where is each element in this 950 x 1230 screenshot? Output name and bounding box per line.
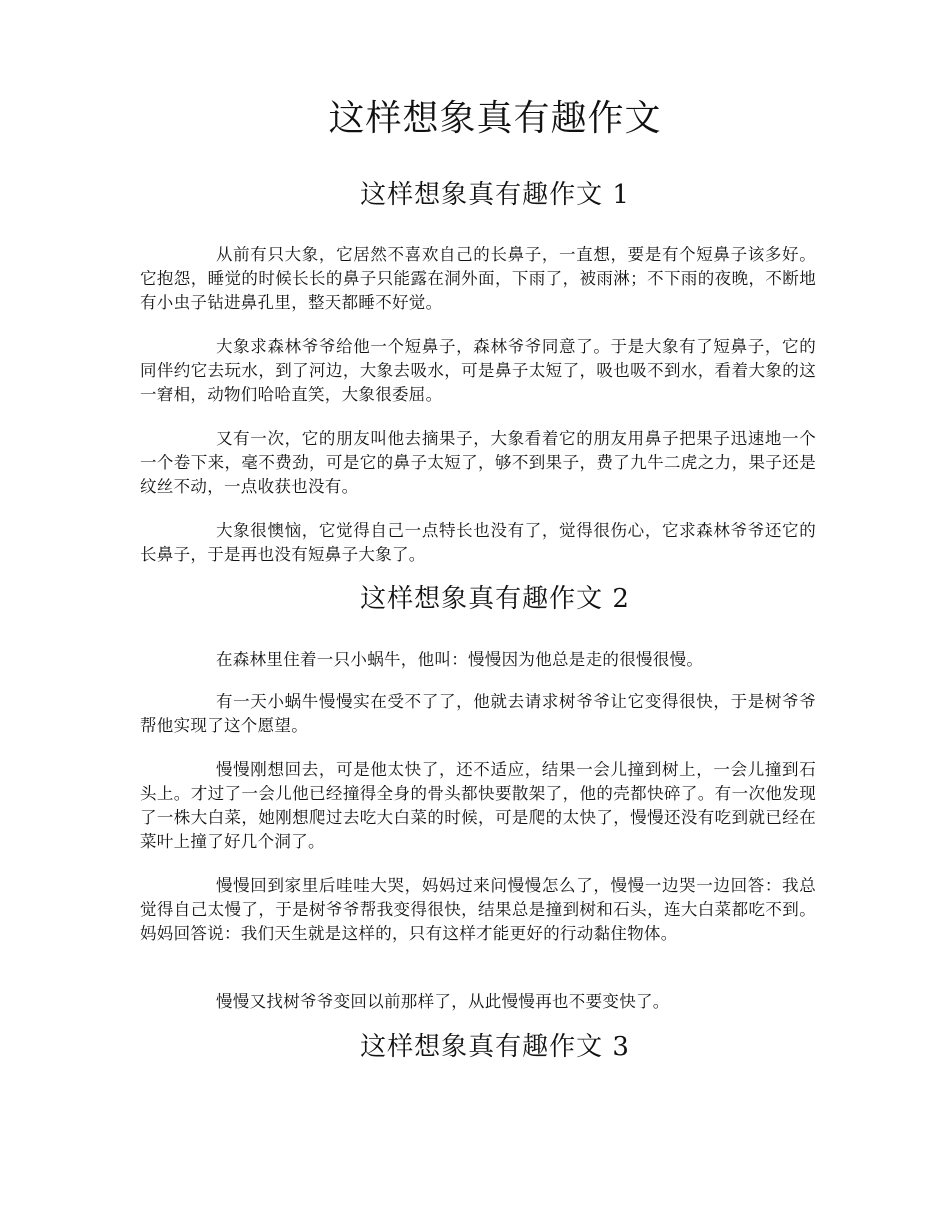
paragraph: 慢慢又找树爷爷变回以前那样了，从此慢慢再也不要变快了。 [216, 992, 670, 1011]
paragraph: 又有一次，它的朋友叫他去摘果子，大象看着它的朋友用鼻子把果子迅速地一个一个卷下来，毫不费劲，可是它的鼻子太短了，够不到果子，费了九牛二虎之力，果子还是纹丝不动，一点收获也没有。 [140, 429, 816, 496]
section-heading-1: 这样想象真有趣作文 1 [360, 180, 630, 210]
section-heading-3: 这样想象真有趣作文 3 [360, 1032, 630, 1062]
paragraph: 慢慢回到家里后哇哇大哭，妈妈过来问慢慢怎么了，慢慢一边哭一边回答：我总觉得自己太慢了，于是树爷爷帮我变得很快，结果总是撞到树和石头，连大白菜都吃不到。妈妈回答说：我们天生就是这样的，只有这样才能更好的行动黏住物体。 [140, 876, 816, 943]
paragraph: 大象求森林爷爷给他一个短鼻子，森林爷爷同意了。于是大象有了短鼻子，它的同伴约它去玩水，到了河边，大象去吸水，可是鼻子太短了，吸也吸不到水，看着大象的这一窘相，动物们哈哈直笑，大象很委屈。 [140, 337, 816, 404]
section-heading-2: 这样想象真有趣作文 2 [360, 584, 630, 614]
paragraph: 大象很懊恼，它觉得自己一点特长也没有了，觉得很伤心，它求森林爷爷还它的长鼻子，于是再也没有短鼻子大象了。 [140, 521, 816, 564]
paragraph: 慢慢刚想回去，可是他太快了，还不适应，结果一会儿撞到树上，一会儿撞到石头上。才过了一会儿他已经撞得全身的骨头都快要散架了，他的壳都快碎了。有一次他发现了一株大白菜，她刚想爬过去吃大白菜的时候，可是爬的太快了，慢慢还没有吃到就已经在菜叶上撞了好几个洞了。 [140, 760, 816, 851]
paragraph: 有一天小蜗牛慢慢实在受不了了，他就去请求树爷爷让它变得很快，于是树爷爷帮他实现了这个愿望。 [140, 692, 816, 735]
paragraph: 从前有只大象，它居然不喜欢自己的长鼻子，一直想，要是有个短鼻子该多好。它抱怨，睡觉的时候长长的鼻子只能露在洞外面，下雨了，被雨淋；不下雨的夜晚，不断地有小虫子钻进鼻孔里，整天都睡不好觉。 [140, 245, 816, 312]
paragraph: 在森林里住着一只小蜗牛，他叫：慢慢因为他总是走的很慢很慢。 [216, 650, 704, 669]
document-title: 这样想象真有趣作文 [328, 98, 662, 139]
